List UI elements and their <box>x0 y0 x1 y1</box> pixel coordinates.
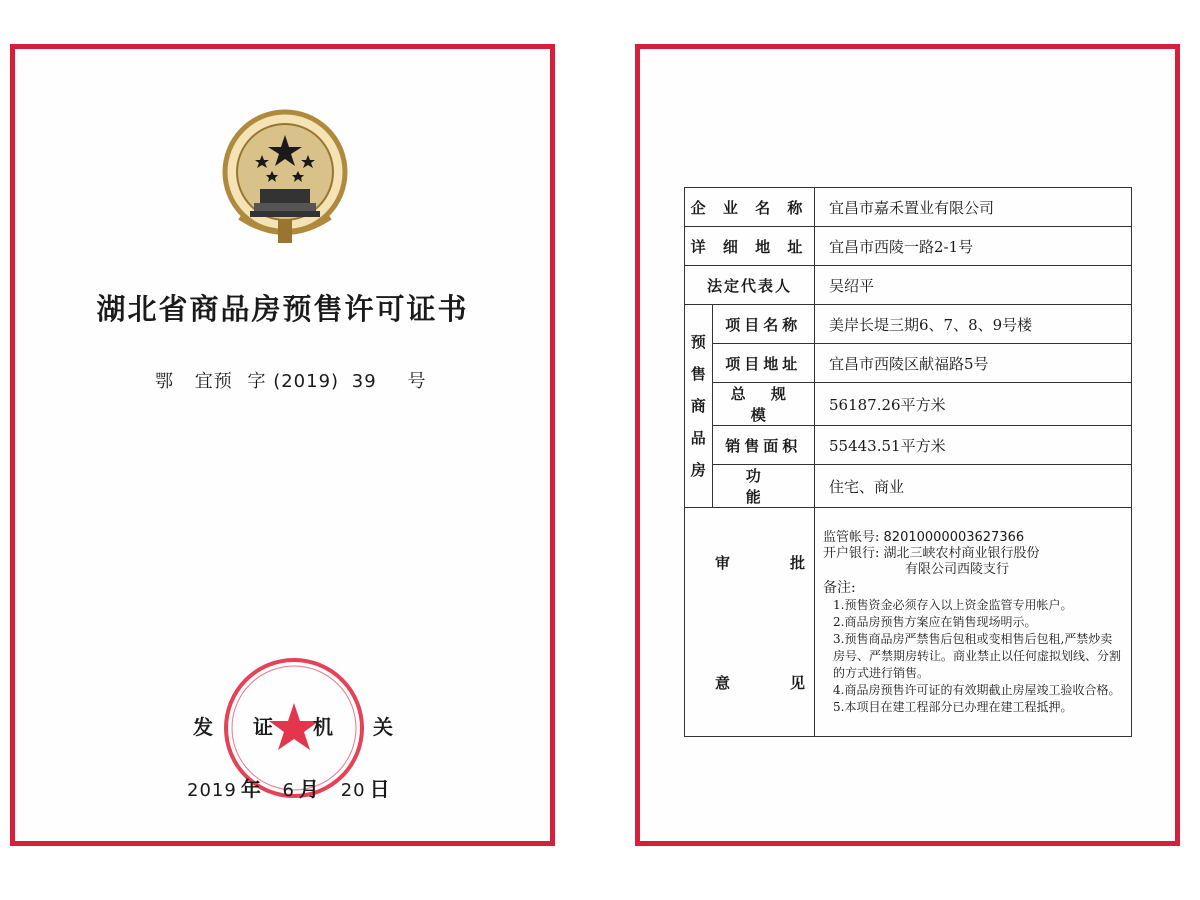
table-row <box>685 508 1132 737</box>
table-row <box>685 188 1132 227</box>
table-row <box>685 465 1132 508</box>
sales-area-value: 55443.51平方米 <box>815 426 1132 465</box>
table-row <box>685 266 1132 305</box>
presale-info-table <box>684 187 1132 737</box>
table-row <box>685 305 1132 344</box>
issuing-authority: 发 证 机 关 <box>193 715 393 739</box>
national-emblem-icon <box>220 107 350 247</box>
left-page <box>10 44 555 846</box>
project-address-value: 宜昌市西陵区献福路5号 <box>815 344 1132 383</box>
certificate-number: 鄂 宜预 字 (2019) 39 号 <box>155 371 427 392</box>
project-name-label: 项目名称 <box>712 305 815 344</box>
issue-date: 2019 年 6 月 20 日 <box>187 777 390 801</box>
company-label: 企 业 名 称 <box>685 188 815 227</box>
sales-area-label: 销售面积 <box>712 426 815 465</box>
legal-rep-label: 法定代表人 <box>685 266 815 305</box>
bank-name: 湖北三峡农村商业银行股份 <box>883 546 1040 561</box>
certificate-title: 湖北省商品房预售许可证书 <box>96 292 469 326</box>
company-value: 宜昌市嘉禾置业有限公司 <box>815 188 1132 227</box>
note-item: 1.预售资金必须存入以上资金监管专用帐户。 <box>833 598 1073 612</box>
function-label: 功 能 <box>712 465 815 508</box>
note-item: 4.商品房预售许可证的有效期截止房屋竣工验收合格。 <box>833 683 1121 697</box>
function-value: 住宅、商业 <box>815 465 1132 508</box>
total-scale-label: 总 规 模 <box>712 383 815 426</box>
note-item: 3.预售商品房严禁售后包租或变相售后包租,严禁炒卖房号、严禁期房转让。商业禁止以任何虚拟划线、分割的方式进行销售。 <box>833 632 1122 680</box>
table-row <box>685 426 1132 465</box>
legal-rep-value: 吴绍平 <box>815 266 1132 305</box>
table-row <box>685 344 1132 383</box>
project-address-label: 项目地址 <box>712 344 815 383</box>
project-name-value: 美岸长堤三期6、7、8、9号楼 <box>815 305 1132 344</box>
table-row <box>685 383 1132 426</box>
approval-label: 审 批 意 见 <box>685 508 815 737</box>
note-item: 5.本项目在建工程部分已办理在建工程抵押。 <box>833 700 1073 714</box>
note-item: 2.商品房预售方案应在销售现场明示。 <box>833 615 1037 629</box>
table-row <box>685 227 1132 266</box>
total-scale-value: 56187.26平方米 <box>815 383 1132 426</box>
presale-group-label: 预 售 商 品 房 <box>685 305 713 508</box>
notes: 备注: 1.预售资金必须存入以上资金监管专用帐户。 2.商品房预售方案应在销售现场明示。 3.预售商品房严禁售后包租或变相售后包租,严禁炒卖房号、严禁期房转让。商业禁止以任何虚拟划线、分割的方式进行销售。 4.商品房预售许可证的有效期截止房屋竣工验收合格。 5.本项目在建工程部分已办理在建工程抵押。 <box>823 580 1122 714</box>
right-page <box>635 44 1180 846</box>
account-number: 82010000003627366 <box>883 530 1025 545</box>
address-label: 详 细 地 址 <box>685 227 815 266</box>
approval-remarks: 监管帐号: 82010000003627366 开户银行: 湖北三峡农村商业银行股份 有限公司西陵支行 备注: 1.预售资金必须存入以上资金监管专用帐户。 2.商品房预售方案应在销售现场明示。 3.预售商品房严禁售后包租或变相售后包租,严禁炒卖房号、严禁期房转让。商业禁止以任何虚拟划线、分割的方式进行销售。 4.商品房预售许可证的有效期截止房屋竣工验收合格。 5.本项目在建工程部分已办理在建工程抵押。 <box>815 508 1132 737</box>
address-value: 宜昌市西陵一路2-1号 <box>815 227 1132 266</box>
